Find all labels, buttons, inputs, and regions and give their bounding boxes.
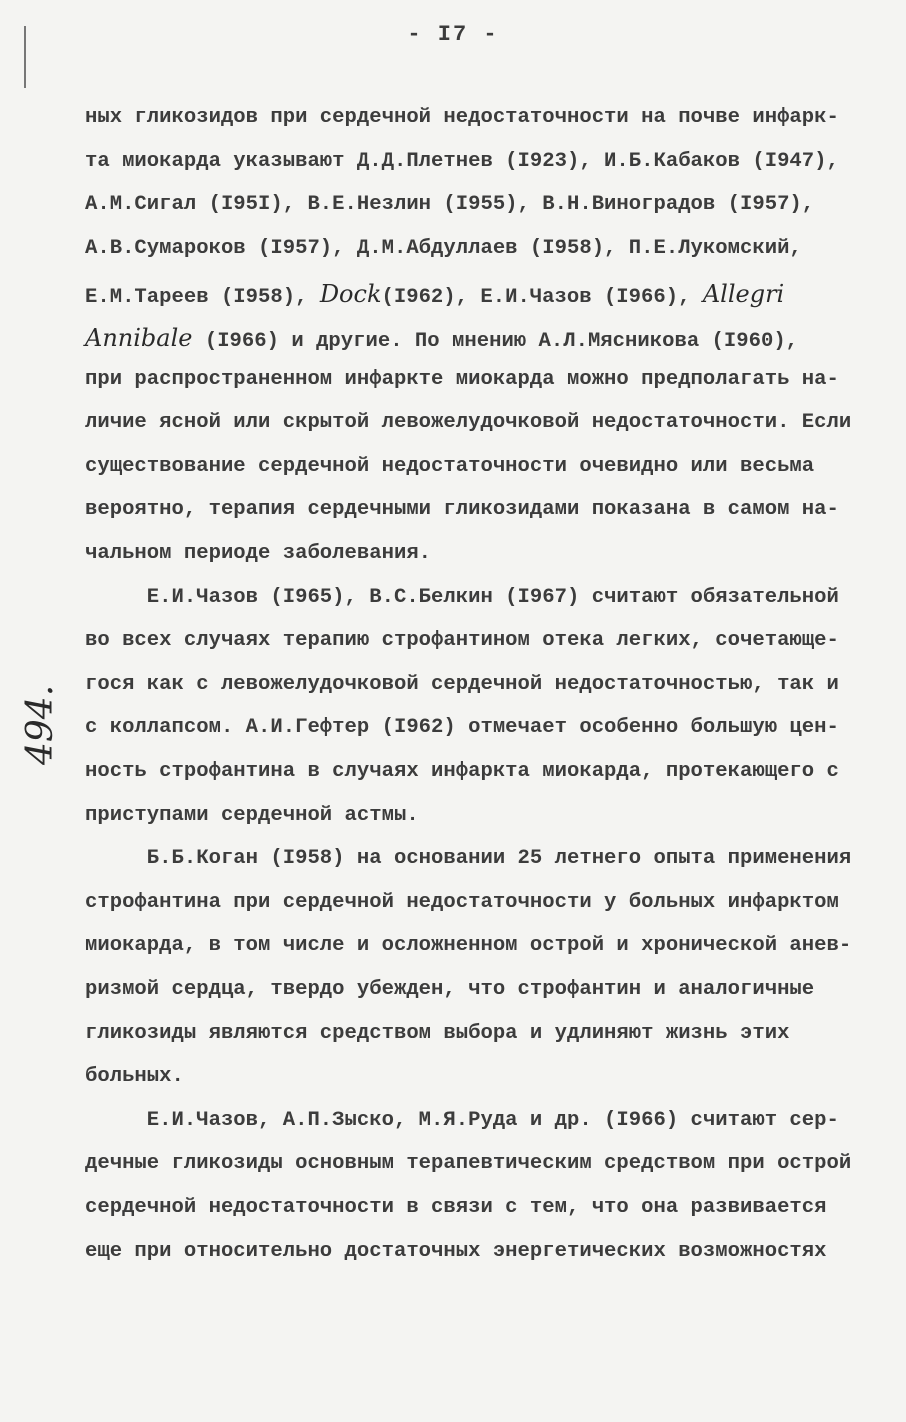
text-line [85, 282, 784, 309]
typed-text: еще при относительно достаточных энергетических возможностях [85, 1239, 827, 1263]
typed-text: сердечной недостаточности в связи с тем, что она развивается [85, 1196, 827, 1219]
typed-text: существование сердечной недостаточности очевидно или весьма [85, 454, 815, 478]
text-line [85, 849, 851, 870]
typed-text: строфантина при сердечной недостаточности у больных инфарктом [85, 890, 839, 914]
text-line [85, 1154, 851, 1175]
text-line [85, 1198, 827, 1219]
page-number: - I7 - [407, 22, 499, 47]
typed-text: Е.И.Чазов, А.П.Зыско, М.Я.Руда и др. (I966) считают сер- [85, 1108, 839, 1132]
text-line [85, 672, 839, 696]
text-line [85, 936, 851, 957]
typed-text: (I966) и другие. По мнению А.Л.Мясникова (I960), [192, 330, 799, 353]
typed-text: Е.И.Чазов (I965), В.С.Белкин (I967) считают обязательной [85, 585, 839, 609]
text-line [85, 718, 839, 739]
text-line [85, 803, 419, 827]
text-line [85, 195, 814, 216]
handwritten-name: Annibale [85, 324, 193, 352]
text-line [85, 585, 839, 609]
typed-text: (I962), Е.И.Чазов (I966), [381, 286, 703, 310]
text-line [85, 367, 839, 391]
typed-text: приступами сердечной астмы. [85, 803, 419, 827]
typed-text: чальном периоде заболевания. [85, 542, 432, 565]
typed-text: Б.Б.Коган (I958) на основании 25 летнего опыта применения [85, 847, 852, 871]
typed-text: дечные гликозиды основным терапевтическим средством при острой [85, 1152, 852, 1176]
typed-text: больных. [85, 1065, 184, 1089]
text-line [85, 1067, 184, 1088]
typed-text: ризмой сердца, твердо убежден, что строфантин и аналогичные [85, 978, 815, 1001]
typed-text: вероятно, терапия сердечными гликозидами показана в самом на- [85, 498, 839, 522]
text-line [85, 108, 839, 129]
text-line [85, 890, 839, 914]
text-line [85, 500, 839, 521]
text-line [85, 454, 815, 478]
typed-text: гося как с левожелудочковой сердечной недостаточностью, так и [85, 672, 839, 696]
text-line [85, 1108, 839, 1132]
text-line [85, 413, 851, 434]
text-line [85, 1239, 827, 1263]
typed-text: ных гликозидов при сердечной недостаточности на почве инфарк- [85, 106, 839, 129]
typed-text: миокарда, в том числе и осложненном острой и хронической анев- [85, 934, 852, 958]
typed-text: гликозиды являются средством выбора и удлиняют жизнь этих [85, 1021, 790, 1045]
text-line [85, 236, 802, 260]
text-line [85, 544, 431, 565]
handwritten-name: Dock [319, 280, 382, 309]
text-line [85, 631, 839, 652]
text-line [85, 326, 798, 353]
typed-text: та миокарда указывают Д.Д.Плетнев (I923), И.Б.Кабаков (I947), [85, 149, 839, 173]
typed-text: во всех случаях терапию строфантином отека легких, сочетающе- [85, 629, 839, 653]
typed-text: Е.М.Тареев (I958), [85, 286, 320, 310]
text-line [85, 1021, 790, 1045]
typed-text: А.В.Сумароков (I957), Д.М.Абдуллаев (I958), П.Е.Лукомский, [85, 236, 802, 260]
text-line [85, 762, 839, 783]
typed-text: А.М.Сигал (I95I), В.Е.Незлин (I955), В.Н.Виноградов (I957), [85, 193, 815, 217]
typed-text: ность строфантина в случаях инфаркта миокарда, протекающего с [85, 760, 839, 783]
typed-text: личие ясной или скрытой левожелудочковой недостаточности. Если [85, 411, 852, 435]
text-line [85, 980, 814, 1001]
typed-text: при распространенном инфаркте миокарда можно предполагать на- [85, 367, 839, 391]
handwritten-margin-note: 494. [20, 684, 61, 765]
handwritten-name: Allegri [702, 280, 785, 309]
typed-text: с коллапсом. А.И.Гефтер (I962) отмечает особенно большую цен- [85, 716, 839, 740]
text-line [85, 149, 839, 173]
